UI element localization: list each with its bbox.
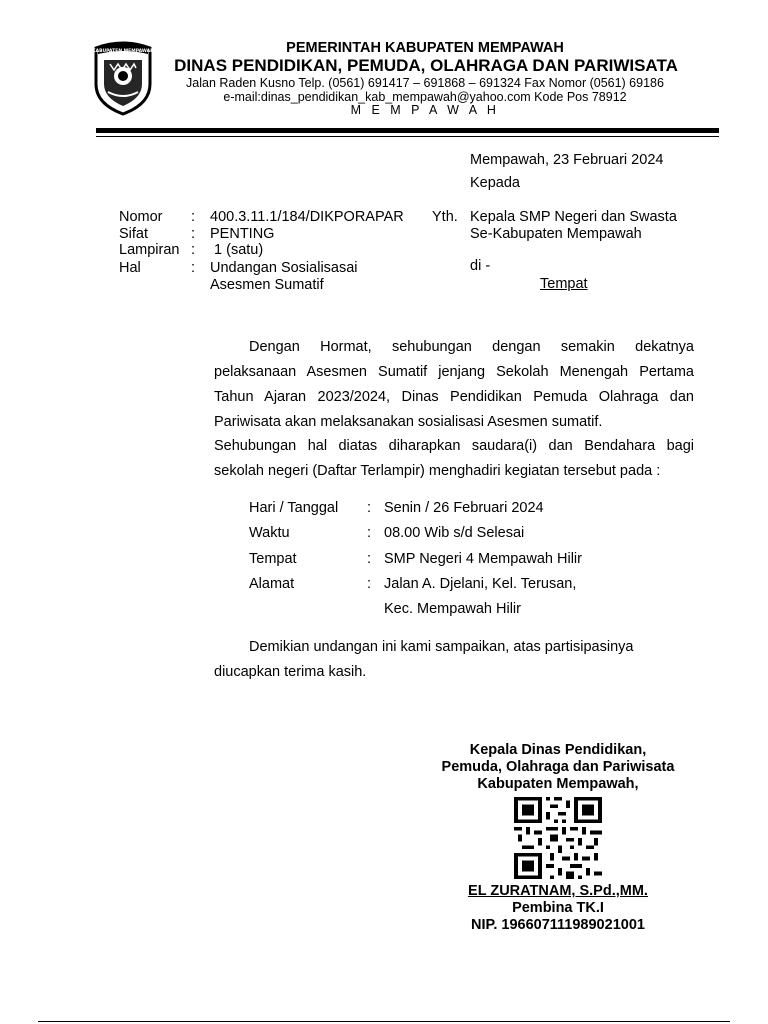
letterhead-thick-rule (96, 128, 719, 133)
meta-label-lampiran: Lampiran (119, 242, 180, 258)
office-email: e-mail:dinas_pendidikan_kab_mempawah@yahoo.com Kode Pos 78912 (223, 90, 627, 104)
signature-title-3: Kabupaten Mempawah, (477, 776, 639, 792)
body-line: Dengan Hormat, sehubungan dengan semakin dekatnya (249, 339, 694, 355)
meta-sep: : (191, 209, 196, 225)
meta-value-hal-line2: Asesmen Sumatif (210, 277, 324, 293)
body-line: sekolah negeri (Daftar Terlampir) menghadiri kegiatan tersebut pada : (214, 463, 661, 479)
meta-label-hal: Hal (119, 260, 141, 276)
regency-coat-of-arms-logo (92, 40, 154, 116)
recipient-line2: Se-Kabupaten Mempawah (470, 226, 642, 242)
office-city: M E M P A W A H (350, 103, 500, 117)
body-paragraph-2 (214, 434, 694, 484)
schedule-value-place: SMP Negeri 4 Mempawah Hilir (384, 551, 582, 567)
body-line: Tahun Ajaran 2023/2024, Dinas Pendidikan Pemuda Olahraga dan (214, 389, 694, 405)
meta-sep: : (191, 226, 196, 242)
meta-label-sifat: Sifat (119, 226, 149, 242)
page-bottom-rule (38, 1021, 730, 1022)
signature-title-2: Pemuda, Olahraga dan Pariwisata (441, 759, 675, 775)
body-line: pelaksanaan Asesmen Sumatif jenjang Sekolah Menengah Pertama (214, 364, 694, 380)
body-line: Pariwisata akan melaksanakan sosialisasi Asesmen sumatif. (214, 414, 603, 430)
meta-value-nomor: 400.3.11.1/184/DIKPORAPAR (210, 209, 404, 225)
department-heading: DINAS PENDIDIKAN, PEMUDA, OLAHRAGA DAN PARIWISATA (174, 56, 678, 75)
svg-text:KABUPATEN MEMPAWAH: KABUPATEN MEMPAWAH (92, 49, 154, 54)
schedule-sep: : (367, 551, 372, 567)
signature-qr-code-icon (514, 797, 602, 879)
schedule-sep: : (367, 525, 372, 541)
closing-line-1: Demikian undangan ini kami sampaikan, atas partisipasinya (249, 639, 634, 655)
signatory-rank: Pembina TK.I (512, 900, 604, 916)
meta-value-lampiran: 1 (satu) (210, 242, 264, 258)
meta-sep: : (191, 260, 196, 276)
schedule-value-time: 08.00 Wib s/d Selesai (384, 525, 525, 541)
meta-value-hal: Undangan Sosialisasai (210, 260, 358, 276)
recipient-yth: Yth. (432, 209, 458, 225)
schedule-sep: : (367, 500, 372, 516)
schedule-label-time: Waktu (249, 525, 290, 541)
body-paragraph-1 (214, 335, 694, 435)
kepada-label: Kepada (470, 175, 520, 191)
signatory-name: EL ZURATNAM, S.Pd.,MM. (468, 883, 648, 899)
government-heading: PEMERINTAH KABUPATEN MEMPAWAH (286, 40, 564, 56)
schedule-value-address-line2: Kec. Mempawah Hilir (384, 601, 521, 617)
closing-line-2: diucapkan terima kasih. (214, 664, 367, 680)
signatory-nip: NIP. 196607111989021001 (471, 917, 645, 933)
meta-sep: : (191, 242, 196, 258)
meta-value-sifat: PENTING (210, 226, 275, 242)
body-line: Sehubungan hal diatas diharapkan saudara(i) dan Bendahara bagi (214, 438, 694, 454)
schedule-label-date: Hari / Tanggal (249, 500, 339, 516)
recipient-di: di - (470, 258, 491, 274)
office-address: Jalan Raden Kusno Telp. (0561) 691417 – 691868 – 691324 Fax Nomor (0561) 69186 (186, 76, 664, 90)
schedule-value-address: Jalan A. Djelani, Kel. Terusan, (384, 576, 577, 592)
signature-title-1: Kepala Dinas Pendidikan, (469, 742, 647, 758)
schedule-sep: : (367, 576, 372, 592)
recipient-tempat: Tempat (540, 276, 588, 292)
letter-date: Mempawah, 23 Februari 2024 (470, 152, 664, 168)
recipient-line1: Kepala SMP Negeri dan Swasta (470, 209, 677, 225)
schedule-label-place: Tempat (249, 551, 297, 567)
schedule-value-date: Senin / 26 Februari 2024 (384, 500, 544, 516)
schedule-label-address: Alamat (249, 576, 295, 592)
letterhead-thin-rule (96, 136, 719, 137)
meta-label-nomor: Nomor (119, 209, 163, 225)
